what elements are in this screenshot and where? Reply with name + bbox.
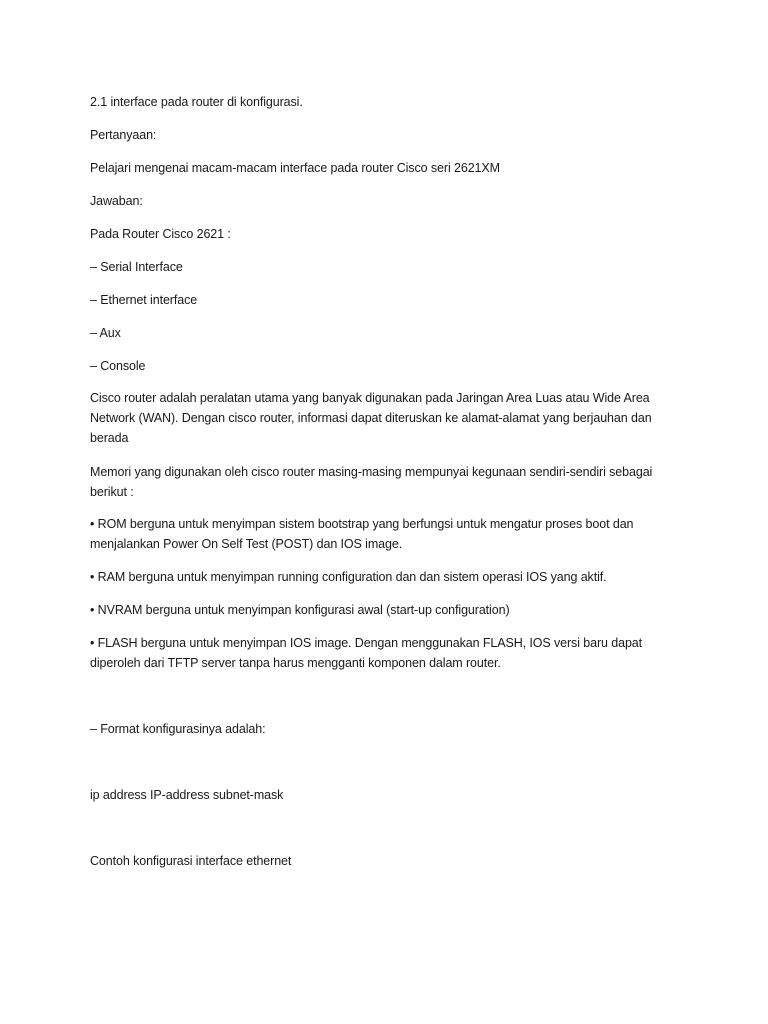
question-text: Pelajari mengenai macam-macam interface pada router Cisco seri 2621XM: [90, 161, 500, 175]
interface-item-serial: – Serial Interface: [90, 260, 183, 274]
memory-item-ram: • RAM berguna untuk menyimpan running configuration dan dan sistem operasi IOS yang aktif.: [90, 570, 607, 584]
answer-label: Jawaban:: [90, 194, 143, 208]
question-label: Pertanyaan:: [90, 128, 157, 142]
cisco-router-paragraph: Cisco router adalah peralatan utama yang banyak digunakan pada Jaringan Area Luas atau Wide Area Network (WAN). Dengan cisco router, informasi dapat diteruskan ke alamat-alamat yang berjauhan dan berada: [90, 391, 652, 445]
section-heading: 2.1 interface pada router di konfigurasi.: [90, 95, 303, 109]
memory-item-flash: • FLASH berguna untuk menyimpan IOS image. Dengan menggunakan FLASH, IOS versi baru dapat diperoleh dari TFTP server tanpa harus mengganti komponen dalam router.: [90, 636, 643, 670]
interface-item-console: – Console: [90, 359, 146, 373]
interface-item-aux: – Aux: [90, 326, 121, 340]
memory-item-rom: • ROM berguna untuk menyimpan sistem bootstrap yang berfungsi untuk mengatur proses boot dan menjalankan Power On Self Test (POST) dan IOS image.: [90, 517, 634, 551]
router-intro: Pada Router Cisco 2621 :: [90, 227, 231, 241]
memory-item-nvram: • NVRAM berguna untuk menyimpan konfigurasi awal (start-up configuration): [90, 603, 510, 617]
interface-item-ethernet: – Ethernet interface: [90, 293, 198, 307]
format-label: – Format konfigurasinya adalah:: [90, 722, 266, 736]
memory-paragraph: Memori yang digunakan oleh cisco router masing-masing mempunyai kegunaan sendiri-sendiri sebagai berikut :: [90, 465, 653, 499]
format-command: ip address IP-address subnet-mask: [90, 788, 284, 802]
example-label: Contoh konfigurasi interface ethernet: [90, 854, 292, 868]
